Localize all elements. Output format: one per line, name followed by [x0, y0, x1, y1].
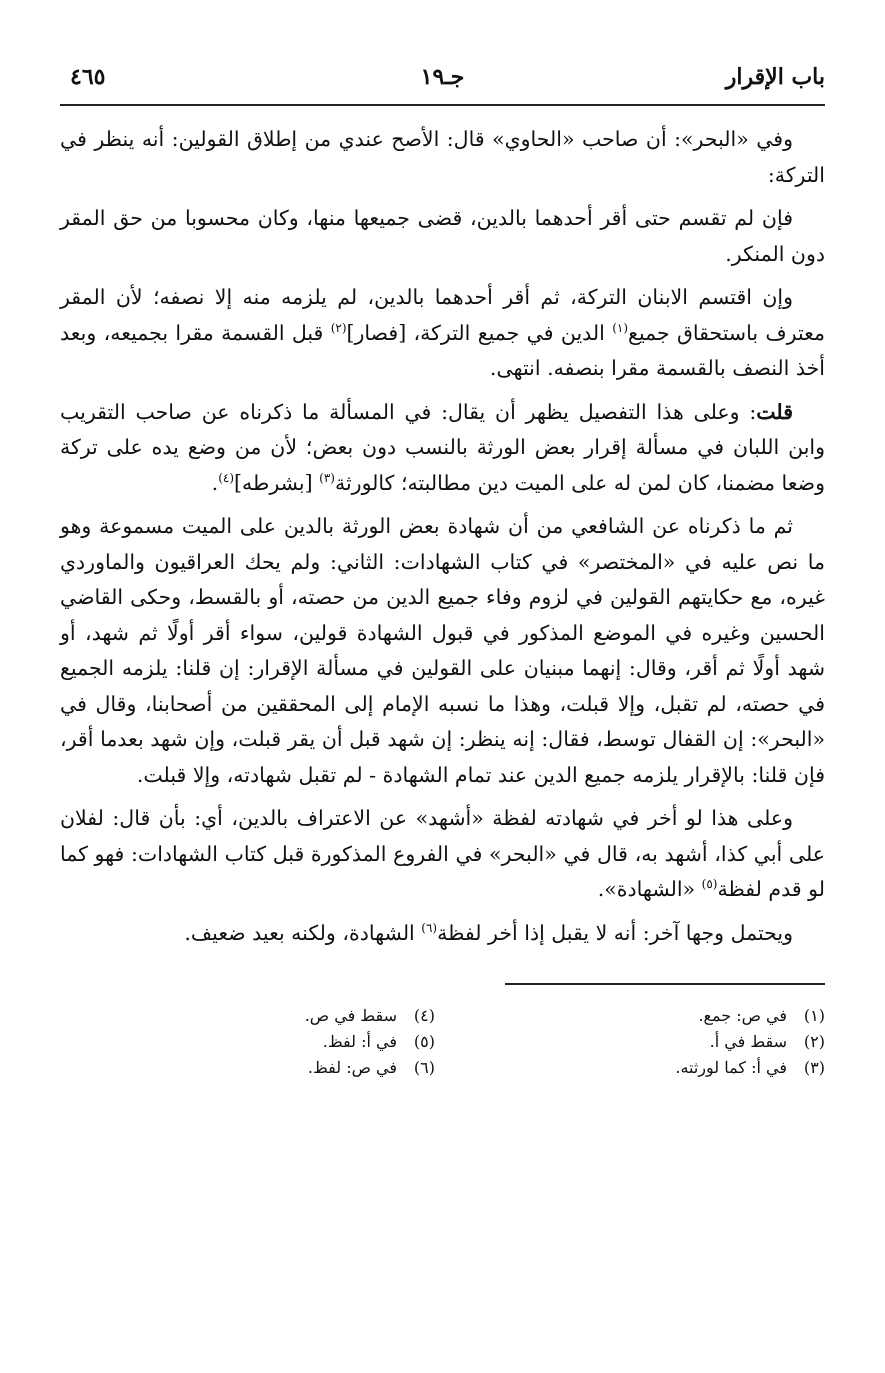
paragraph-text: .: [211, 470, 219, 495]
footnote-ref: (٤): [218, 470, 235, 485]
footnote-text: في أ: لفظ.: [322, 1032, 397, 1051]
footnote-text: في ص: جمع.: [698, 1006, 787, 1025]
footnote-number: (٥): [413, 1032, 435, 1051]
footnote: [105, 1029, 435, 1055]
volume-label: جـ١٩: [420, 64, 465, 90]
paragraph-text: : وعلى هذا التفصيل يظهر أن يقال: في المسألة ما ذكرناه عن صاحب التقريب وابن اللبان في مسألة إقرار بعض الورثة بالنسب دون بعض؛ لأن من وضع يده على تركة وضعا مضمنا، كان لمن له على الميت دين مطالبته؛ كالورثة: [60, 399, 825, 495]
footnote: [495, 1055, 825, 1081]
paragraph-text: «الشهادة».: [597, 877, 702, 901]
paragraph: [60, 280, 825, 387]
main-text: [60, 122, 825, 951]
paragraph: [60, 395, 825, 502]
lead-word: قلت: [756, 399, 793, 424]
paragraph-text: ويحتمل وجها آخر: أنه لا يقبل إذا أخر لفظة: [437, 920, 793, 945]
paragraph: ثم ما ذكرناه عن الشافعي من أن شهادة بعض الورثة بالدين على الميت مسموعة وهو ما نص عليه في «المختصر» في كتاب الشهادات: الثاني: ولم يحك العراقيون والماوردي غيره، مع حكايتهم القولين في لزوم وفاء جميع الدين من حصته، أو بالقسط، وحكى القاضي الحسين وغيره في الموضع المذكور في قبول الشهادة قولين، سواء أقر أولًا ثم شهد، أو شهد أولًا ثم أقر، وقال: إنهما مبنيان على القولين في مسألة الإقرار: إن قلنا: يلزمه الجميع في حصته، لم تقبل، وإلا قبلت، وهذا ما نسبه الإمام إلى المحققين من أصحابنا، وقال في «البحر»: إن القفال توسط، فقال: إنه ينظر: إن شهد قبل أن يقر قبلت، وإن شهد بعدما أقر، فإن قلنا: بالإقرار يلزمه جميع الدين عند تمام الشهادة - لم تقبل شهادته، وإلا قبلت.: [60, 514, 825, 787]
footnote-rule: [505, 983, 825, 985]
paragraph-text: الدين في جميع التركة، [فصار]: [346, 320, 613, 345]
paragraph-text: وإن اقتسم الابنان التركة، ثم أقر أحدهما بالدين، لم يلزمه منه إلا نصفه؛ لأن المقر معترف باستحقاق جميع: [60, 285, 825, 345]
book-page: [60, 62, 825, 1081]
footnote-text: سقط في ص.: [304, 1006, 397, 1025]
footnote: [495, 1003, 825, 1029]
footnote: [105, 1055, 435, 1081]
paragraph: [60, 801, 825, 908]
footnote-ref: (٦): [421, 920, 438, 935]
footnote-text: في ص: لفظ.: [307, 1058, 397, 1077]
paragraph: فإن لم تقسم حتى أقر أحدهما بالدين، قضى جميعها منها، وكان محسوبا من حق المقر دون المنكر.: [60, 206, 825, 266]
footnote-ref: (٣): [319, 470, 335, 485]
chapter-title: باب الإقرار: [725, 64, 825, 90]
footnote-ref: (٢): [330, 320, 347, 335]
page-number: ٤٦٥: [70, 64, 106, 90]
footnote-ref: (٥): [701, 877, 718, 892]
footnote-column: [495, 1003, 825, 1081]
footnote-number: (٤): [413, 1006, 435, 1025]
footnote-column: [105, 1003, 435, 1081]
paragraph-text: [بشرطه]: [234, 470, 320, 495]
header-rule: [60, 104, 825, 106]
footnote-number: (١): [803, 1006, 825, 1025]
paragraph: وفي «البحر»: أن صاحب «الحاوي» قال: الأصح عندي من إطلاق القولين: أنه ينظر في التركة:: [60, 127, 825, 187]
footnote-text: سقط في أ.: [709, 1032, 787, 1051]
footnote: [105, 1003, 435, 1029]
paragraph-text: قبل القسمة مقرا بجميعه، وبعد أخذ النصف بالقسمة مقرا بنصفه. انتهى.: [60, 320, 825, 380]
footnote: [495, 1029, 825, 1055]
paragraph: [60, 916, 825, 952]
footnote-number: (٣): [803, 1058, 825, 1077]
footnote-text: في أ: كما لورثته.: [675, 1058, 787, 1077]
footnote-number: (٦): [413, 1058, 435, 1077]
paragraph-text: الشهادة، ولكنه بعيد ضعيف.: [184, 920, 422, 945]
paragraph-text: وعلى هذا لو أخر في شهادته لفظة «أشهد» عن الاعتراف بالدين، أي: بأن قال: لفلان على أبي كذا، أشهد به، قال في «البحر» في الفروع المذكورة قبل كتاب الشهادات: فهو كما لو قدم لفظة: [60, 806, 826, 901]
footnote-ref: (١): [612, 320, 629, 335]
page-header: [60, 62, 825, 102]
footnotes: [60, 1003, 825, 1081]
footnote-number: (٢): [803, 1032, 825, 1051]
